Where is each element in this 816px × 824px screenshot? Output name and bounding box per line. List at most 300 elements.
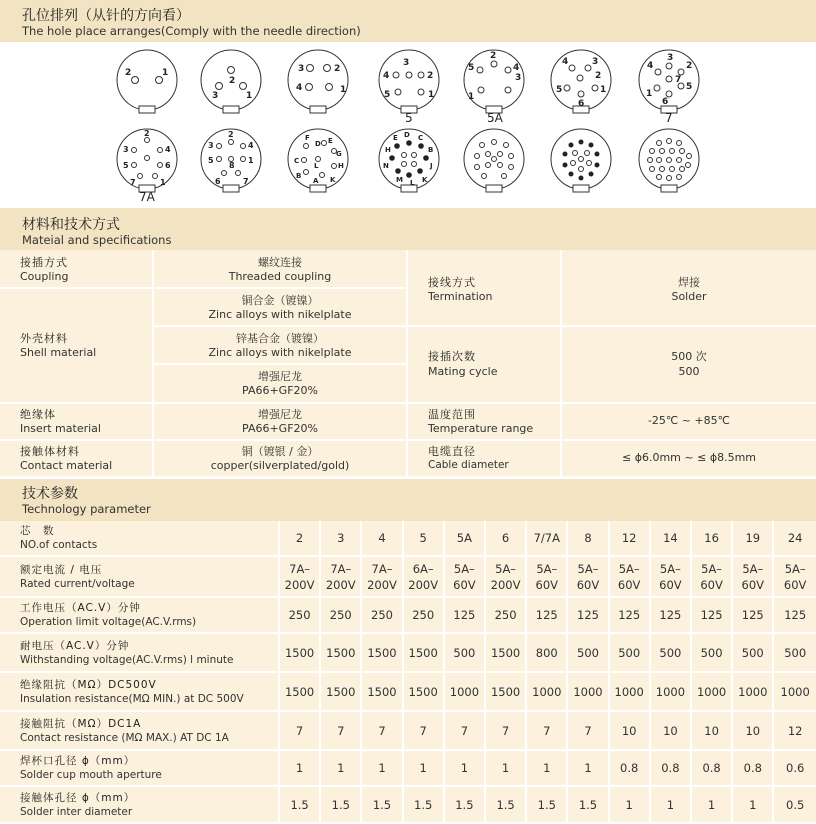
pin-label: 6 bbox=[165, 161, 171, 170]
param-value: 7/7A bbox=[533, 531, 560, 545]
param-cell bbox=[527, 673, 566, 710]
param-cell bbox=[568, 712, 607, 749]
param-cell bbox=[362, 521, 401, 555]
param-value: 200V bbox=[367, 577, 397, 592]
param-value: 16 bbox=[704, 531, 719, 545]
param-row-label bbox=[0, 557, 278, 596]
material-title-cn: 材料和技术方式 bbox=[22, 217, 120, 233]
param-cell bbox=[445, 751, 484, 785]
param-cell bbox=[568, 787, 607, 822]
param-row-label bbox=[0, 521, 278, 555]
param-cell bbox=[733, 521, 772, 555]
param-cell bbox=[280, 787, 319, 822]
param-value: 5A– bbox=[784, 561, 806, 576]
param-value: 60V bbox=[617, 577, 641, 592]
connector-7pin bbox=[639, 50, 699, 113]
param-cell bbox=[774, 598, 816, 632]
param-value: 24 bbox=[787, 531, 803, 545]
param-value: 125 bbox=[577, 608, 599, 622]
pin-label: 5 bbox=[208, 156, 214, 165]
param-value: 7 bbox=[543, 723, 551, 738]
param-value: 1000 bbox=[780, 684, 810, 699]
param-cell bbox=[280, 521, 319, 555]
param-value: 200V bbox=[490, 577, 521, 592]
param-label-cn: 焊杯口孔径 ϕ（mm） bbox=[20, 755, 136, 767]
param-label-en: NO.of contacts bbox=[20, 539, 98, 551]
pin-label: 1 bbox=[248, 156, 254, 165]
param-cell bbox=[321, 673, 360, 710]
caption-5: 5 bbox=[405, 111, 413, 125]
param-value: 1 bbox=[460, 761, 469, 775]
param-value: 10 bbox=[704, 723, 719, 738]
param-value: 5A– bbox=[701, 561, 723, 576]
param-cell bbox=[651, 712, 690, 749]
param-cell bbox=[321, 557, 360, 596]
param-cell bbox=[486, 751, 525, 785]
param-value: 500 bbox=[659, 645, 682, 660]
parameter-title-cn: 技术参数 bbox=[22, 486, 78, 502]
param-value: 125 bbox=[784, 608, 807, 622]
connector-6pin bbox=[551, 50, 611, 113]
param-value: 7 bbox=[419, 723, 427, 738]
param-value: 500 bbox=[618, 645, 641, 660]
param-value: 7A– bbox=[289, 561, 311, 576]
param-value: 125 bbox=[659, 608, 682, 622]
shell-label: 外壳材料 Shell material bbox=[0, 289, 152, 402]
pin-label: 1 bbox=[428, 90, 435, 100]
termination-value: 焊接 Solder bbox=[562, 250, 816, 325]
pin-label: C bbox=[418, 134, 424, 142]
pin-label: 1 bbox=[162, 68, 169, 78]
temperature-value: -25℃ ~ +85℃ bbox=[562, 404, 816, 439]
param-value: 1 bbox=[419, 761, 427, 775]
param-value: 1.5 bbox=[496, 797, 515, 812]
param-value: 1500 bbox=[367, 684, 397, 699]
shell-value-1: 铜合金（镀镍） Zinc alloys with nikelplate bbox=[154, 289, 406, 325]
param-value: 1.5 bbox=[290, 797, 309, 812]
param-cell bbox=[774, 557, 816, 596]
param-cell bbox=[486, 712, 525, 749]
arrange-header bbox=[0, 0, 816, 42]
cable-label: 电缆直径 Cable diameter bbox=[408, 441, 560, 476]
param-label-en: Solder inter diameter bbox=[20, 805, 133, 818]
param-value: 1000 bbox=[696, 684, 727, 699]
param-value: 10 bbox=[663, 723, 678, 738]
param-value: 1 bbox=[295, 761, 304, 775]
pin-label: H bbox=[338, 162, 344, 170]
param-cell bbox=[362, 712, 401, 749]
pin-label: 5 bbox=[123, 161, 129, 170]
pin-label: 4 bbox=[383, 71, 390, 81]
pin-label: 7 bbox=[243, 177, 249, 186]
param-value: 3 bbox=[337, 531, 345, 545]
param-value: 500 bbox=[577, 645, 599, 660]
param-row bbox=[0, 751, 816, 785]
termination-label: 接线方式 Termination bbox=[408, 250, 560, 325]
insert-label: 绝缘体 Insert material bbox=[0, 404, 152, 439]
param-cell bbox=[486, 787, 525, 822]
param-value: 1.5 bbox=[537, 797, 556, 812]
connector-diagrams bbox=[0, 42, 816, 204]
pin-label: 5 bbox=[686, 82, 693, 92]
pin-label: 6 bbox=[578, 99, 585, 109]
param-cell bbox=[651, 598, 690, 632]
pin-label: D bbox=[315, 140, 321, 148]
param-cell bbox=[610, 521, 649, 555]
param-value: 19 bbox=[745, 531, 761, 545]
param-value: 1.5 bbox=[414, 797, 433, 812]
param-value: 5A– bbox=[453, 561, 475, 576]
param-label-cn: 芯 数 bbox=[20, 525, 55, 537]
param-value: 250 bbox=[329, 608, 352, 622]
param-value: 1500 bbox=[408, 684, 438, 699]
pin-label: 2 bbox=[334, 64, 341, 74]
param-cell bbox=[362, 787, 401, 822]
pin-label: 3 bbox=[298, 64, 305, 74]
param-label-cn: 耐电压（AC.V）分钟 bbox=[20, 639, 130, 652]
param-label-en: Insulation resistance(MΩ MIN.) at DC 500V bbox=[20, 692, 244, 705]
param-label-cn: 接触体孔径 ϕ（mm） bbox=[20, 791, 136, 804]
connector-16pin bbox=[464, 129, 524, 192]
mating-value: 500 次 500 bbox=[562, 327, 816, 402]
param-cell bbox=[321, 598, 360, 632]
param-label-en: Operation limit voltage(AC.V.rms) bbox=[20, 616, 197, 628]
param-value: 0.8 bbox=[620, 761, 639, 775]
pin-label: 1 bbox=[600, 85, 607, 95]
param-value: 14 bbox=[663, 531, 678, 545]
arrange-title-cn: 孔位排列（从针的方向看） bbox=[22, 8, 190, 24]
pin-label: K bbox=[330, 176, 336, 184]
pin-label: L bbox=[410, 179, 415, 187]
param-value: 1500 bbox=[367, 645, 397, 660]
param-value: 1 bbox=[666, 797, 675, 812]
param-cell bbox=[651, 751, 690, 785]
pin-label: A bbox=[313, 177, 319, 185]
param-value: 1000 bbox=[738, 684, 768, 699]
pin-label: 6 bbox=[215, 177, 221, 186]
arrange-title-en: The hole place arranges(Comply with the needle direction) bbox=[22, 24, 361, 38]
param-cell bbox=[445, 598, 484, 632]
connector-2pin bbox=[117, 50, 177, 113]
param-value: 1500 bbox=[284, 684, 315, 699]
param-cell bbox=[404, 598, 443, 632]
pin-label: 1 bbox=[340, 85, 347, 95]
param-value: 125 bbox=[535, 608, 558, 622]
param-cell bbox=[404, 557, 443, 596]
param-label-cn: 工作电压（AC.V）分钟 bbox=[20, 602, 141, 614]
param-cell bbox=[280, 634, 319, 671]
shell-value-3: 增强尼龙 PA66+GF20% bbox=[154, 365, 406, 402]
param-cell bbox=[404, 787, 443, 822]
param-cell bbox=[568, 557, 607, 596]
param-value: 5A– bbox=[495, 561, 517, 576]
param-value: 1.5 bbox=[455, 797, 474, 812]
shell-value-2: 锌基合金（镀镍） Zinc alloys with nikelplate bbox=[154, 327, 406, 363]
caption-7: 7 bbox=[665, 111, 673, 125]
param-value: 60V bbox=[700, 577, 723, 592]
param-cell bbox=[404, 751, 443, 785]
pin-label: 4 bbox=[513, 63, 520, 73]
pin-label: 8 bbox=[229, 161, 235, 170]
param-value: 7 bbox=[337, 723, 345, 738]
pin-label: 3 bbox=[403, 58, 410, 68]
param-value: 10 bbox=[621, 723, 637, 738]
param-value: 7 bbox=[501, 723, 510, 738]
param-cell bbox=[733, 634, 772, 671]
param-cell bbox=[404, 712, 443, 749]
param-value: 0.8 bbox=[702, 761, 721, 775]
param-cell bbox=[733, 751, 772, 785]
param-value: 125 bbox=[453, 608, 476, 622]
param-value: 0.8 bbox=[661, 761, 680, 775]
param-value: 1500 bbox=[326, 645, 356, 660]
param-cell bbox=[321, 787, 360, 822]
connector-8pin bbox=[201, 129, 261, 192]
material-title-en: Mateial and specifications bbox=[22, 233, 172, 247]
connector-14pin bbox=[379, 129, 439, 192]
param-row-label bbox=[0, 673, 278, 710]
param-cell bbox=[445, 712, 484, 749]
pin-label: 4 bbox=[165, 145, 171, 154]
param-cell bbox=[733, 712, 772, 749]
param-value: 60V bbox=[659, 577, 682, 592]
param-value: 1000 bbox=[449, 684, 480, 699]
param-row bbox=[0, 557, 816, 596]
param-cell bbox=[486, 598, 525, 632]
param-cell bbox=[445, 634, 484, 671]
pin-label: E bbox=[328, 137, 333, 145]
material-header bbox=[0, 208, 816, 250]
param-value: 5A bbox=[456, 531, 472, 545]
coupling-value: 螺纹连接 Threaded coupling bbox=[154, 250, 406, 287]
param-cell bbox=[610, 598, 649, 632]
param-cell bbox=[486, 557, 525, 596]
param-cell bbox=[774, 751, 816, 785]
pin-label: 3 bbox=[592, 57, 599, 67]
param-value: 60V bbox=[576, 577, 600, 592]
param-cell bbox=[404, 673, 443, 710]
param-value: 1.5 bbox=[578, 797, 598, 812]
param-label-en: Withstanding voltage(AC.V.rms) l minute bbox=[20, 653, 234, 666]
param-cell bbox=[362, 634, 401, 671]
param-value: 8 bbox=[584, 531, 592, 545]
param-value: 1000 bbox=[614, 684, 644, 699]
param-row bbox=[0, 634, 816, 671]
connector-19pin bbox=[551, 129, 611, 192]
param-value: 0.6 bbox=[786, 761, 805, 775]
pin-label: 7 bbox=[130, 178, 136, 187]
param-label-cn: 接触阻抗（MΩ）DC1A bbox=[20, 717, 142, 730]
param-cell bbox=[651, 634, 690, 671]
param-value: 0.8 bbox=[743, 761, 762, 775]
param-value: 500 bbox=[741, 645, 764, 660]
temperature-label: 温度范围 Temperature range bbox=[408, 404, 560, 439]
param-row bbox=[0, 673, 816, 710]
param-row-label bbox=[0, 712, 278, 749]
param-value: 1500 bbox=[284, 645, 315, 660]
param-cell bbox=[445, 787, 484, 822]
param-cell bbox=[445, 521, 484, 555]
pin-label: 2 bbox=[144, 129, 150, 138]
param-cell bbox=[527, 712, 566, 749]
param-cell bbox=[527, 598, 566, 632]
param-row-label bbox=[0, 751, 278, 785]
pin-label: D bbox=[404, 131, 410, 139]
param-cell bbox=[610, 673, 649, 710]
param-cell bbox=[362, 673, 401, 710]
connector-5pin bbox=[379, 50, 439, 113]
param-value: 1 bbox=[584, 761, 592, 775]
connector-7a-pin bbox=[117, 129, 177, 192]
param-cell bbox=[610, 634, 649, 671]
param-value: 250 bbox=[412, 608, 435, 622]
pin-label: M bbox=[396, 176, 403, 184]
connector-4pin bbox=[288, 50, 348, 113]
param-value: 5A– bbox=[577, 561, 599, 576]
pin-label: 2 bbox=[490, 51, 497, 61]
pin-label: B bbox=[296, 172, 302, 180]
param-label-en: Contact resistance (MΩ MAX.) AT DC 1A bbox=[20, 731, 229, 744]
pin-label: 2 bbox=[229, 76, 236, 86]
param-value: 7 bbox=[295, 723, 304, 738]
contact-value: 铜（镀银 / 金） copper(silverplated/gold) bbox=[154, 441, 406, 476]
param-value: 250 bbox=[371, 608, 393, 622]
param-value: 1500 bbox=[326, 684, 356, 699]
param-cell bbox=[651, 787, 690, 822]
param-cell bbox=[568, 673, 607, 710]
param-cell bbox=[692, 598, 731, 632]
pin-label: E bbox=[393, 134, 398, 142]
param-value: 800 bbox=[535, 645, 558, 660]
param-cell bbox=[280, 598, 319, 632]
param-value: 500 bbox=[700, 645, 723, 660]
param-cell bbox=[692, 673, 731, 710]
param-cell bbox=[651, 521, 690, 555]
pin-label: 4 bbox=[296, 83, 303, 93]
param-cell bbox=[362, 598, 401, 632]
param-cell bbox=[568, 598, 607, 632]
param-cell bbox=[445, 557, 484, 596]
pin-label: N bbox=[383, 162, 389, 170]
param-value: 1000 bbox=[532, 684, 562, 699]
param-value: 1.5 bbox=[331, 797, 350, 812]
param-value: 5A– bbox=[536, 561, 558, 576]
param-value: 200V bbox=[284, 577, 315, 592]
param-cell bbox=[280, 673, 319, 710]
param-cell bbox=[527, 787, 566, 822]
param-cell bbox=[362, 557, 401, 596]
pin-label: 3 bbox=[515, 73, 522, 83]
pin-label: 3 bbox=[123, 145, 129, 154]
param-value: 5A– bbox=[659, 561, 681, 576]
param-label-en: Rated current/voltage bbox=[20, 577, 135, 590]
param-value: 60V bbox=[453, 577, 476, 592]
param-cell bbox=[610, 751, 649, 785]
param-value: 1 bbox=[625, 797, 633, 812]
param-value: 200V bbox=[325, 577, 356, 592]
param-cell bbox=[486, 673, 525, 710]
pin-label: 1 bbox=[246, 91, 253, 101]
connector-24pin bbox=[639, 129, 699, 192]
param-value: 1500 bbox=[408, 645, 438, 660]
param-value: 12 bbox=[621, 531, 637, 545]
param-value: 1 bbox=[707, 797, 716, 812]
pin-label: 1 bbox=[160, 178, 166, 187]
param-row bbox=[0, 712, 816, 749]
insert-value: 增强尼龙 PA66+GF20% bbox=[154, 404, 406, 439]
param-value: 0.5 bbox=[786, 797, 805, 812]
param-cell bbox=[733, 598, 772, 632]
pin-label: 5 bbox=[468, 63, 475, 73]
pin-label: 1 bbox=[646, 89, 653, 99]
param-cell bbox=[733, 557, 772, 596]
pin-label: 3 bbox=[208, 141, 214, 150]
param-cell bbox=[774, 521, 816, 555]
param-cell bbox=[692, 521, 731, 555]
param-cell bbox=[733, 673, 772, 710]
connector-3pin bbox=[201, 50, 261, 113]
pin-label: 2 bbox=[125, 68, 132, 78]
param-value: 1 bbox=[543, 761, 551, 775]
pin-label: F bbox=[305, 134, 310, 142]
caption-7a: 7A bbox=[139, 190, 155, 204]
pin-label: 6 bbox=[662, 97, 669, 107]
param-row-label bbox=[0, 598, 278, 632]
param-value: 125 bbox=[700, 608, 723, 622]
param-row-label bbox=[0, 787, 278, 822]
param-value: 125 bbox=[618, 608, 641, 622]
param-cell bbox=[692, 634, 731, 671]
pin-label: 5 bbox=[556, 85, 563, 95]
param-value: 1 bbox=[378, 761, 386, 775]
param-cell bbox=[568, 634, 607, 671]
param-cell bbox=[527, 557, 566, 596]
param-value: 1 bbox=[749, 797, 757, 812]
param-cell bbox=[280, 557, 319, 596]
material-table bbox=[0, 250, 816, 476]
param-cell bbox=[527, 634, 566, 671]
param-value: 6A– bbox=[412, 561, 434, 576]
param-cell bbox=[321, 751, 360, 785]
param-cell bbox=[774, 634, 816, 671]
param-value: 60V bbox=[741, 577, 765, 592]
param-cell bbox=[692, 751, 731, 785]
param-cell bbox=[774, 787, 816, 822]
param-cell bbox=[610, 787, 649, 822]
param-value: 1 bbox=[337, 761, 345, 775]
param-cell bbox=[321, 521, 360, 555]
param-value: 7A– bbox=[330, 561, 352, 576]
pin-label: 2 bbox=[595, 71, 602, 81]
param-value: 12 bbox=[787, 723, 803, 738]
param-row bbox=[0, 598, 816, 632]
param-cell bbox=[527, 521, 566, 555]
param-value: 5A– bbox=[618, 561, 640, 576]
connector-5a-pin bbox=[464, 50, 524, 113]
param-cell bbox=[774, 673, 816, 710]
param-value: 200V bbox=[408, 577, 439, 592]
pin-label: L bbox=[314, 162, 319, 170]
param-value: 500 bbox=[784, 645, 807, 660]
pin-label: 4 bbox=[562, 57, 569, 67]
param-value: 5 bbox=[419, 531, 427, 545]
param-value: 250 bbox=[494, 608, 517, 622]
param-cell bbox=[568, 751, 607, 785]
pin-label: G bbox=[336, 150, 342, 158]
param-value: 1000 bbox=[573, 684, 603, 699]
param-value: 5A– bbox=[742, 561, 764, 576]
param-cell bbox=[404, 634, 443, 671]
